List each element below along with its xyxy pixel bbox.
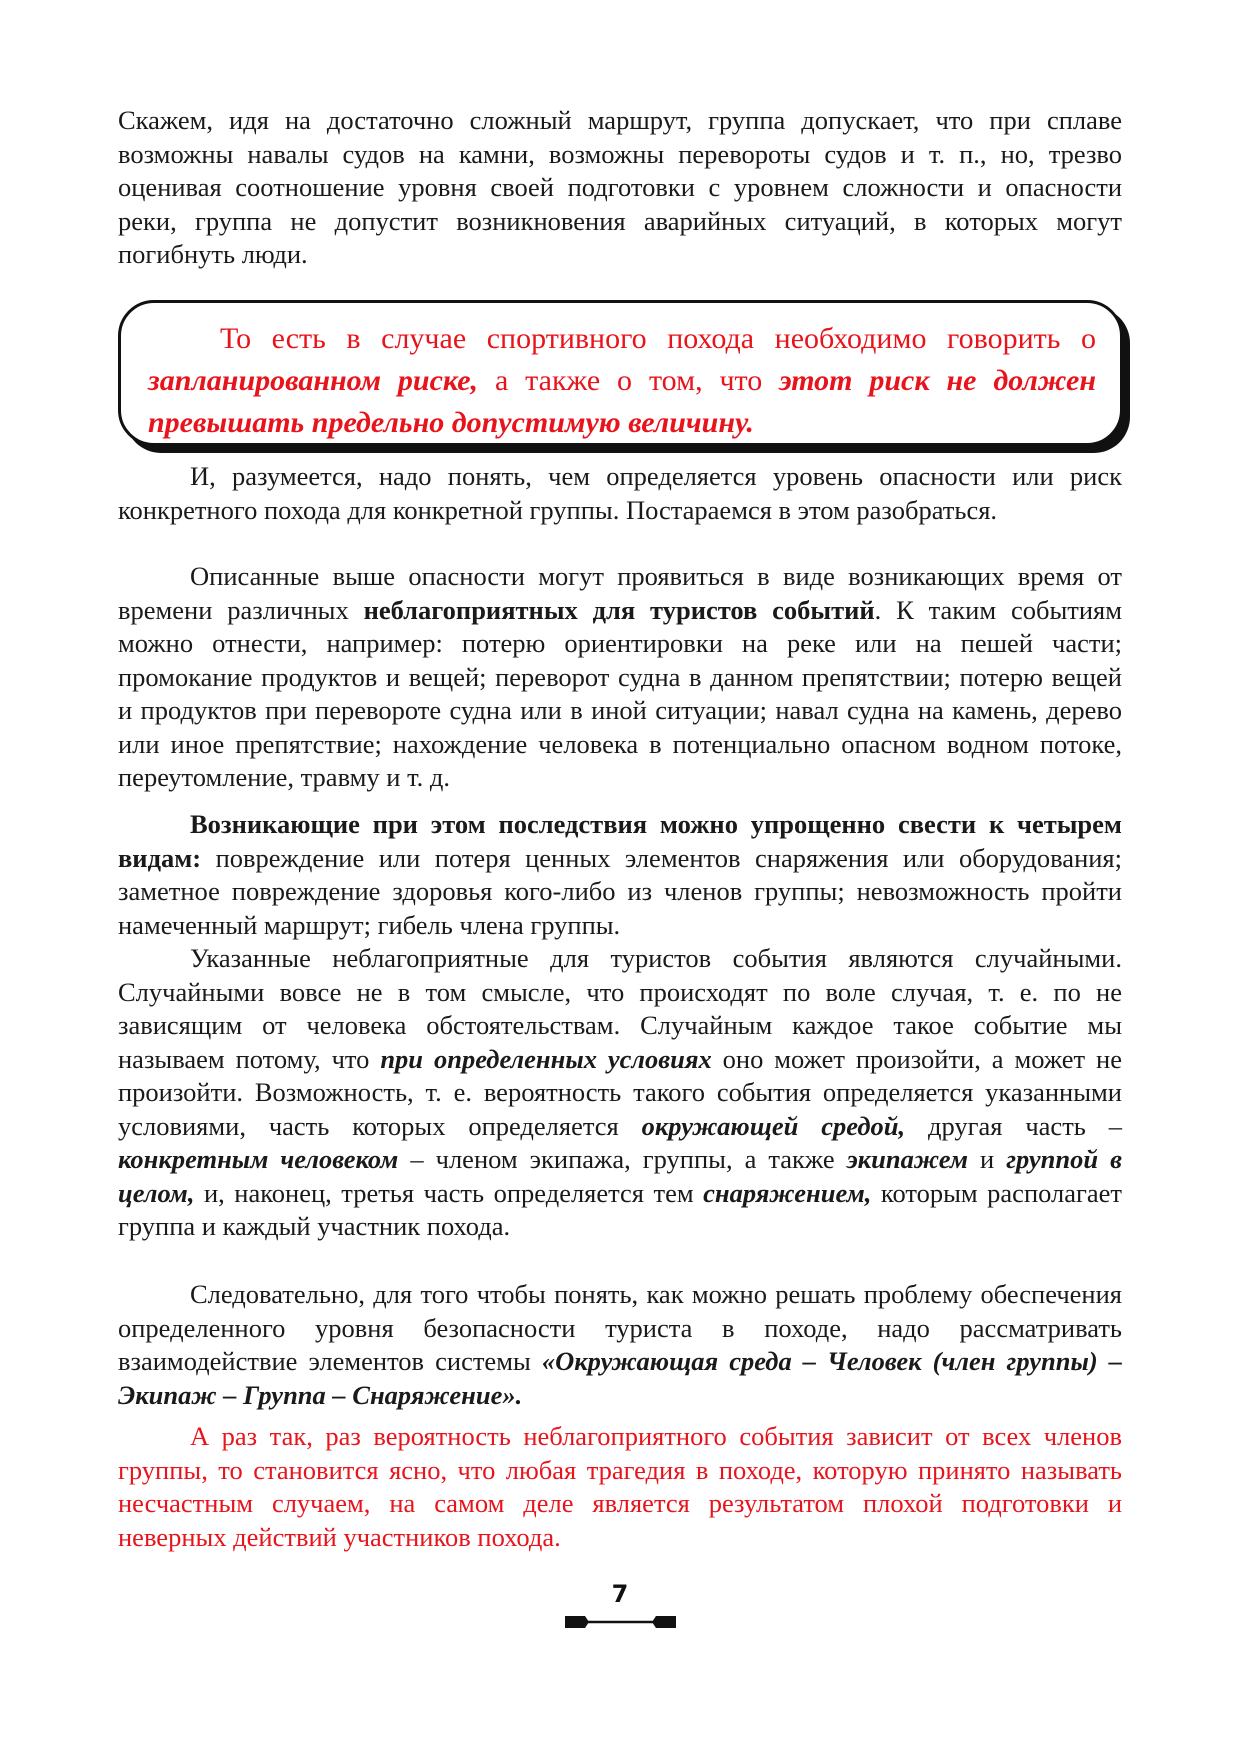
p5-emph-equipment: снаряжением,: [703, 1177, 872, 1208]
paragraph-conclusion: А раз так, раз вероятность неблагоприятного события зависит от всех членов группы, то становится ясно, что любая трагедия в походе, которую принято называть несчастным случаем, на самом деле является результатом плохой подготовки и неверных действий участников похода.: [118, 1421, 1122, 1552]
p5-text-1: Указанные неблагоприятные для туристов события являются случайными. Случайными вовсе не в том смысле, что происходят по воле случая, т. е. по не зависящим от человека обстоятельствам. Случайным каждое такое событие мы называем потому, что: [118, 943, 1122, 1074]
p5-text-7: которым располагает группа и каждый участник похода.: [118, 1177, 1122, 1241]
callout-text-2: а также о том, что: [478, 364, 780, 397]
p5-emph-crew: экипажем: [846, 1144, 968, 1174]
paragraph-risk-level: И, разумеется, надо понять, чем определяется уровень опасности или риск конкретного похода для конкретной группы. Постараемся в этом разобраться.: [118, 461, 1122, 525]
p4-text: повреждение или потеря ценных элементов снаряжения или оборудования; заметное повреждение здоровья кого-либо из членов группы; невозможность пройти намеченный маршрут; гибель члена группы.: [118, 842, 1122, 940]
callout-emphasis-planned-risk: запланированном риске,: [148, 364, 479, 397]
p5-emph-group: группой в целом,: [118, 1144, 1122, 1208]
p6-emph-system: «Окружающая среда – Человек (член группы) – Экипаж – Группа – Снаряжение».: [118, 1346, 1122, 1410]
p3-text-1: Описанные выше опасности могут проявиться в виде возникающих время от времени различных: [118, 561, 1122, 625]
page-number: 7: [611, 1580, 629, 1608]
page-ornament-icon: [563, 1612, 678, 1632]
p5-text-6: и, наконец, третья часть определяется тем: [194, 1177, 704, 1208]
p5-text-4: – членом экипажа, группы, а также: [398, 1144, 847, 1174]
p4-bold-lead: Возникающие при этом последствия можно упрощенно свести к четырем видам:: [118, 809, 1122, 873]
p6-text: Следовательно, для того чтобы понять, как можно решать проблему обеспечения определенного уровня безопасности туриста в походе, надо рассматривать взаимодействие элементов системы: [118, 1279, 1122, 1376]
p5-emph-person: конкретным человеком: [118, 1144, 399, 1174]
p3-bold-events: неблагоприятных для туристов событий: [363, 594, 875, 625]
paragraph-random-events: [118, 942, 1122, 1244]
callout-text-1: То есть в случае спортивного похода необходимо говорить о: [220, 322, 1096, 355]
p5-emph-environment: окружающей средой,: [641, 1110, 906, 1141]
p5-emph-conditions: при определенных условиях: [380, 1043, 712, 1074]
p5-text-2: оно может произойти, а может не произойти. Возможность, т. е. вероятность такого события определяется указанными условиями, часть которых определяется: [118, 1043, 1122, 1141]
paragraph-system: [118, 1278, 1122, 1412]
p3-text-2: . К таким событиям можно отнести, например: потерю ориентировки на реке или на пешей части; промокание продуктов и вещей; переворот судна в данном препятствии; потерю вещей и продуктов при перевороте судна или в иной ситуации; навал судна на камень, дерево или иное препятствие; нахождение человека в потенциально опасном водном потоке, переутомление, травму и т. д.: [118, 594, 1122, 792]
paragraph-route-risk: Скажем, идя на достаточно сложный маршрут, группа допускает, что при сплаве возможны навалы судов на камни, возможны перевороты судов и т. п., но, трезво оценивая соотношение уровня своей подготовки с уровнем сложности и опасности реки, группа не допустит возникновения аварийных ситуаций, в которых могут погибнуть люди.: [118, 105, 1122, 269]
p5-text-5: и: [967, 1144, 1007, 1174]
p5-text-3: другая часть –: [905, 1110, 1122, 1141]
paragraph-adverse-events: [118, 560, 1122, 795]
callout-text: [148, 318, 1096, 444]
callout-emphasis-limit: этот риск не должен превышать предельно допустимую величину.: [148, 364, 1096, 439]
paragraph-consequences: [118, 808, 1122, 942]
